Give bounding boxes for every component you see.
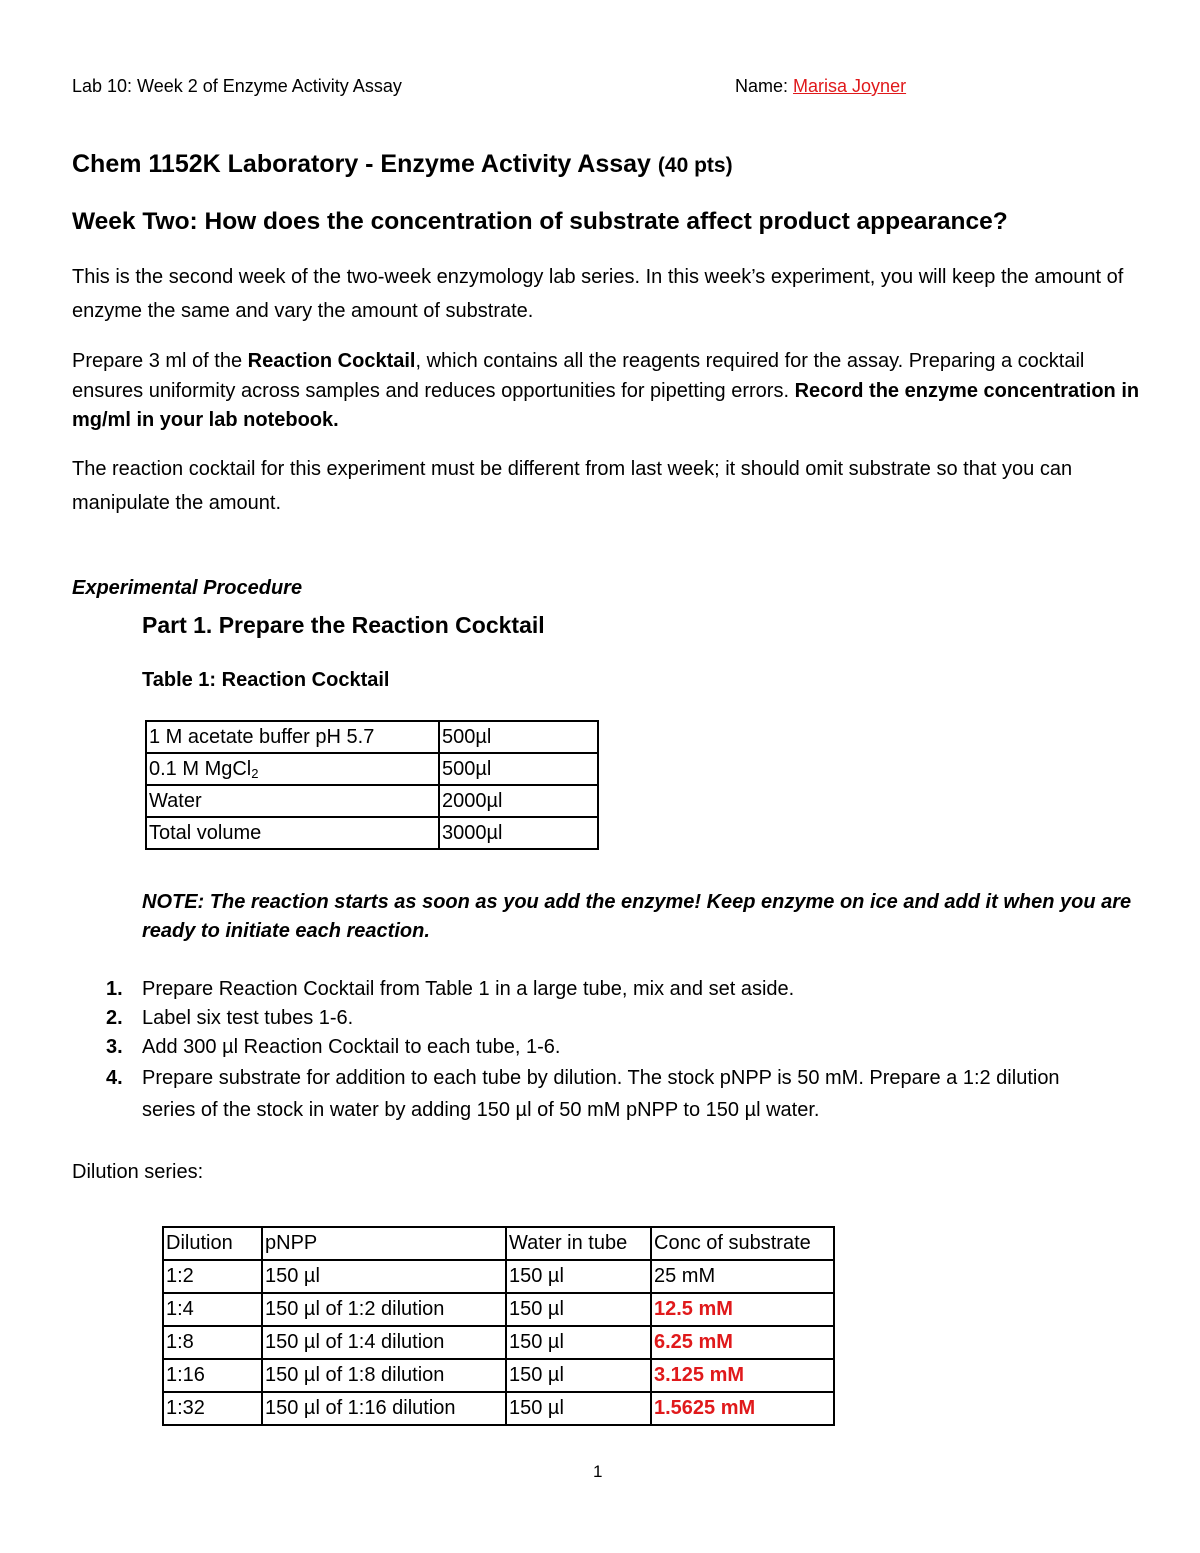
p2-text-c: , which contains all the reagents required for the assay. Preparing a cocktail ensures uniformity across samples and reduces opportunities for pipetting errors. <box>72 350 1085 402</box>
name-label: Name: <box>735 76 789 96</box>
header-name <box>735 76 906 97</box>
table-row <box>146 817 598 849</box>
page-title <box>72 150 733 179</box>
step-number: 1. <box>106 978 123 1000</box>
table-cell: 1:8 <box>163 1326 262 1359</box>
table-row <box>146 785 598 817</box>
list-item <box>100 1004 1100 1033</box>
p2-text-a: Prepare 3 ml of the <box>72 350 248 372</box>
table-cell: 1:2 <box>163 1260 262 1293</box>
step-text: Prepare substrate for addition to each tube by dilution. The stock pNPP is 50 mM. Prepare a 1:2 dilution series of the stock in water by adding 150 µl of 50 mM pNPP to 150 µl water. <box>142 1067 1060 1121</box>
page-number: 1 <box>593 1462 603 1481</box>
answer-cell: 6.25 mM <box>651 1326 834 1359</box>
table1-title: Table 1: Reaction Cocktail <box>142 669 390 691</box>
step-number: 3. <box>106 1036 123 1058</box>
header-course-label: Lab 10: Week 2 of Enzyme Activity Assay <box>72 76 402 96</box>
table-row <box>163 1293 834 1326</box>
list-item <box>100 1033 1100 1062</box>
answer-cell: 1.5625 mM <box>651 1392 834 1425</box>
table-cell: 2000µl <box>439 785 598 817</box>
table-cell: 150 µl <box>506 1293 651 1326</box>
table-cell: 1 M acetate buffer pH 5.7 <box>146 721 439 753</box>
mgcl-label: 0.1 M MgCl <box>149 758 252 780</box>
column-header: Dilution <box>163 1227 262 1260</box>
table-row <box>163 1392 834 1425</box>
list-item <box>100 1062 1100 1126</box>
reaction-cocktail-table <box>145 720 599 850</box>
answer-cell: 3.125 mM <box>651 1359 834 1392</box>
answer-cell: 12.5 mM <box>651 1293 834 1326</box>
list-item <box>100 975 1100 1004</box>
step-number: 2. <box>106 1007 123 1029</box>
intro-paragraph-1: This is the second week of the two-week enzymology lab series. In this week’s experiment, you will keep the amount of enzyme the same and vary the amount of substrate. <box>72 266 1124 322</box>
table-row <box>146 753 598 785</box>
intro-paragraph-2 <box>72 347 1142 436</box>
table-cell: 150 µl <box>506 1392 651 1425</box>
table-cell: 150 µl <box>506 1260 651 1293</box>
table-cell: 3000µl <box>439 817 598 849</box>
page-subtitle: Week Two: How does the concentration of substrate affect product appearance? <box>72 208 1008 235</box>
mgcl-subscript: 2 <box>251 766 259 781</box>
table-cell: 1:16 <box>163 1359 262 1392</box>
procedure-steps <box>100 975 1100 1126</box>
table-cell: 150 µl of 1:16 dilution <box>262 1392 506 1425</box>
table-cell: 150 µl of 1:4 dilution <box>262 1326 506 1359</box>
enzyme-note: NOTE: The reaction starts as soon as you add the enzyme! Keep enzyme on ice and add it when you are ready to initiate each reaction. <box>142 891 1132 942</box>
step-text: Prepare Reaction Cocktail from Table 1 in a large tube, mix and set aside. <box>142 978 795 1000</box>
table-cell <box>146 753 439 785</box>
column-header: Conc of substrate <box>651 1227 834 1260</box>
table-cell: Water <box>146 785 439 817</box>
table-cell: Total volume <box>146 817 439 849</box>
dilution-series-table <box>162 1226 835 1426</box>
step-text: Add 300 µl Reaction Cocktail to each tube, 1-6. <box>142 1036 561 1058</box>
step-text: Label six test tubes 1-6. <box>142 1007 354 1029</box>
table-cell: 1:4 <box>163 1293 262 1326</box>
table-row <box>146 721 598 753</box>
name-value: Marisa Joyner <box>793 76 907 96</box>
table-row <box>163 1326 834 1359</box>
intro-paragraph-3: The reaction cocktail for this experiment must be different from last week; it should omit substrate so that you can manipulate the amount. <box>72 458 1073 514</box>
table-row <box>163 1260 834 1293</box>
table-cell: 25 mM <box>651 1260 834 1293</box>
title-main: Chem 1152K Laboratory - Enzyme Activity Assay <box>72 150 651 178</box>
table-cell: 500µl <box>439 753 598 785</box>
title-points: (40 pts) <box>657 154 733 177</box>
table-cell: 150 µl of 1:2 dilution <box>262 1293 506 1326</box>
table-cell: 150 µl <box>506 1326 651 1359</box>
table-cell: 1:32 <box>163 1392 262 1425</box>
column-header: Water in tube <box>506 1227 651 1260</box>
part-title: Part 1. Prepare the Reaction Cocktail <box>142 612 545 638</box>
table-row <box>163 1359 834 1392</box>
p2-reaction-cocktail: Reaction Cocktail <box>247 350 416 372</box>
p2-record-instruction: Record the enzyme concentration in mg/ml in your lab notebook. <box>72 379 1140 431</box>
table-cell: 150 µl <box>262 1260 506 1293</box>
table-cell: 150 µl <box>506 1359 651 1392</box>
section-label: Experimental Procedure <box>72 577 303 599</box>
table-cell: 150 µl of 1:8 dilution <box>262 1359 506 1392</box>
table-cell: 500µl <box>439 721 598 753</box>
step-number: 4. <box>106 1067 123 1089</box>
table-header-row <box>163 1227 834 1260</box>
dilution-series-label: Dilution series: <box>72 1161 204 1183</box>
column-header: pNPP <box>262 1227 506 1260</box>
